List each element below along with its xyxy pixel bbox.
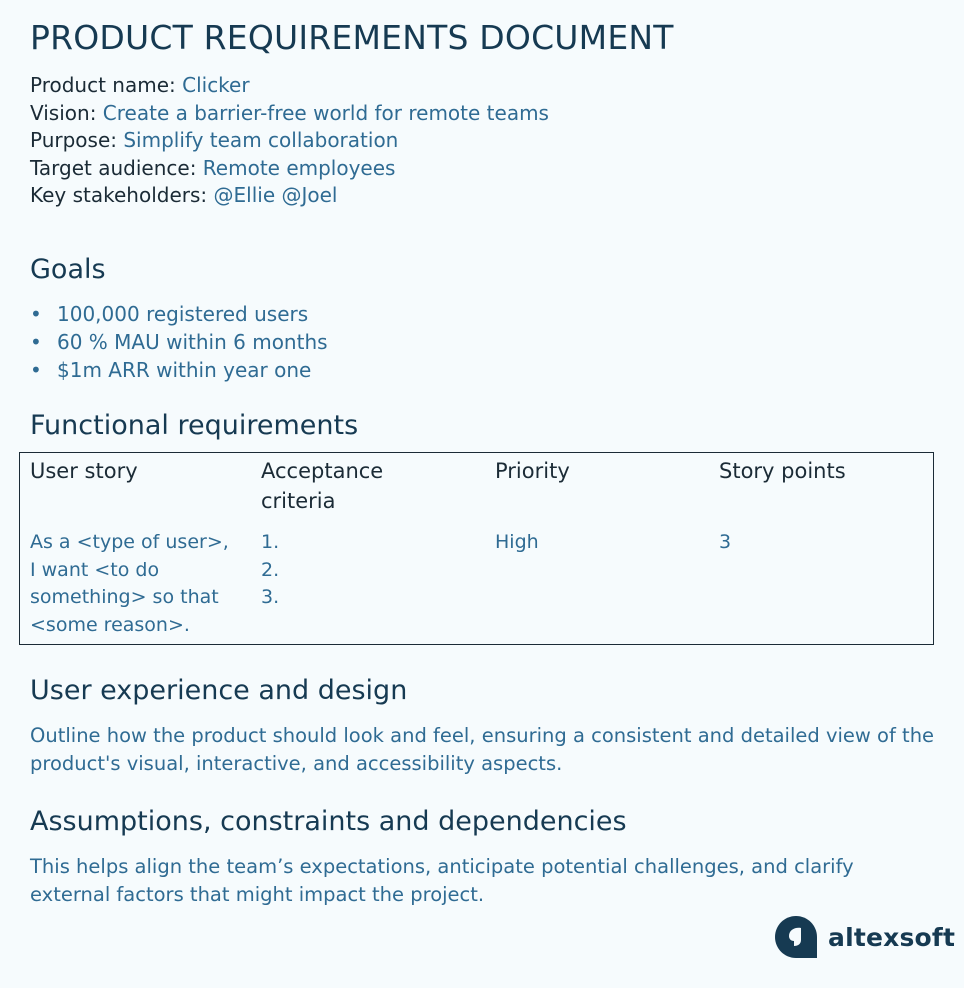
user-story-line: <some reason>. <box>30 613 190 636</box>
meta-label: Target audience: <box>30 155 203 180</box>
meta-label: Vision: <box>30 100 103 125</box>
cell-user-story <box>30 529 229 639</box>
meta-purpose <box>30 127 549 155</box>
ux-design-text: Outline how the product should look and feel, ensuring a consistent and detailed view of the product's visual, interactive, and accessibility aspects. <box>30 724 935 775</box>
assumptions-heading: Assumptions, constraints and dependencies <box>30 806 627 837</box>
altexsoft-logo-icon <box>774 915 818 959</box>
meta-value: @Ellie @Joel <box>213 183 338 207</box>
meta-value: Clicker <box>182 73 250 97</box>
meta-label: Purpose: <box>30 128 124 152</box>
product-meta <box>30 72 549 210</box>
altexsoft-logo <box>774 914 955 960</box>
functional-requirements-heading: Functional requirements <box>30 410 359 441</box>
goal-item: • 100,000 registered users <box>30 300 328 328</box>
meta-key-stakeholders <box>30 182 549 210</box>
meta-value: Create a barrier-free world for remote teams <box>102 100 549 125</box>
page-title: PRODUCT REQUIREMENTS DOCUMENT <box>30 18 674 57</box>
criteria-item: 2. <box>261 558 280 581</box>
criteria-item: 1. <box>261 531 280 553</box>
meta-target-audience <box>30 155 549 183</box>
altexsoft-logo-text: altexsoft <box>828 922 956 952</box>
assumptions-text: This helps align the team’s expectations, anticipate potential challenges, and clarify external factors that might impact the project. <box>30 855 854 906</box>
cell-story-points: 3 <box>719 531 732 553</box>
meta-product-name <box>30 72 549 100</box>
cell-priority: High <box>495 531 539 553</box>
cell-acceptance-criteria <box>261 529 279 612</box>
header-acceptance-criteria: Acceptance criteria <box>261 459 384 513</box>
user-story-line: something> so that <box>30 586 219 608</box>
meta-value: Remote employees <box>202 155 396 180</box>
goals-list <box>30 300 328 384</box>
ux-design-heading: User experience and design <box>30 675 408 706</box>
header-priority: Priority <box>495 459 570 483</box>
user-story-line: I want <to do <box>30 558 160 581</box>
meta-vision <box>30 100 549 128</box>
criteria-item: 3. <box>261 586 280 608</box>
meta-label: Product name: <box>30 73 183 97</box>
header-user-story: User story <box>30 459 138 483</box>
goal-item: • $1m ARR within year one <box>30 356 328 384</box>
header-story-points: Story points <box>719 459 846 483</box>
goals-heading: Goals <box>30 254 106 285</box>
goal-item: • 60 % MAU within 6 months <box>30 328 328 356</box>
meta-label: Key stakeholders: <box>30 183 214 207</box>
user-story-line: As a <type of user>, <box>30 531 229 553</box>
requirements-table <box>19 452 934 645</box>
meta-value: Simplify team collaboration <box>123 128 399 152</box>
